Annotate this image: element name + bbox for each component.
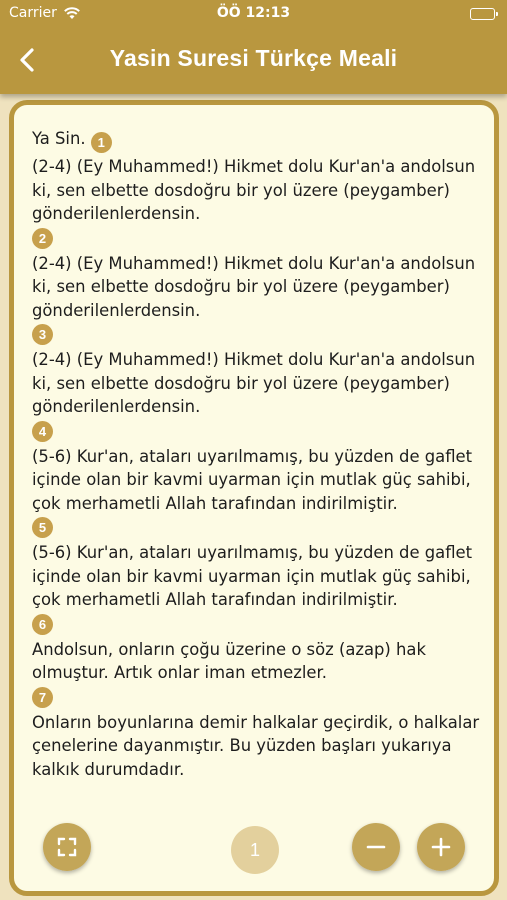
verse-item <box>32 348 480 442</box>
verse-number-badge: 7 <box>32 687 53 708</box>
fullscreen-icon <box>43 823 91 871</box>
navigation-bar <box>0 36 507 84</box>
verse-item <box>32 155 480 249</box>
reading-card[interactable] <box>9 100 499 896</box>
verse-number-badge: 3 <box>32 324 53 345</box>
status-bar <box>0 0 507 28</box>
verse-number-badge: 4 <box>32 421 53 442</box>
verse-text: (2-4) (Ey Muhammed!) Hikmet dolu Kur'an'a andolsun ki, sen elbette dosdoğru bir yol üzere (peygamber) gönderilenlerdensin. <box>32 157 476 223</box>
verse-number-badge: 6 <box>32 614 53 635</box>
verse-item <box>32 127 480 153</box>
plus-icon <box>417 823 465 871</box>
verse-item <box>32 252 480 346</box>
minus-icon <box>352 823 400 871</box>
verse-number-badge: 1 <box>91 132 112 153</box>
page-number: 1 <box>249 840 260 860</box>
verse-text: (2-4) (Ey Muhammed!) Hikmet dolu Kur'an'a andolsun ki, sen elbette dosdoğru bir yol üzere (peygamber) gönderilenlerdensin. <box>32 253 476 320</box>
verse-number-badge: 5 <box>32 517 53 538</box>
verse-text: Andolsun, onların çoğu üzerine o söz (azap) hak olmuştur. Artık onlar iman etmezler. <box>32 639 426 682</box>
verse-item <box>32 638 480 708</box>
verse-number-badge: 2 <box>32 228 53 249</box>
page-title: Yasin Suresi Türkçe Meali <box>109 45 398 71</box>
verse-text: (5-6) Kur'an, ataları uyarılmamış, bu yüzden de gaflet içinde olan bir kavmi uyarman için mutlak güç sahibi, çok merhametli Allah tarafından indirilmiştir. <box>32 543 473 609</box>
verse-list <box>32 127 480 783</box>
zoom-in-button[interactable] <box>417 823 465 871</box>
page-number-button[interactable] <box>231 826 279 874</box>
carrier-label: Carrier <box>9 5 57 21</box>
verse-text: (5-6) Kur'an, ataları uyarılmamış, bu yüzden de gaflet içinde olan bir kavmi uyarman için mutlak güç sahibi, çok merhametli Allah tarafından indirilmiştir. <box>32 446 473 513</box>
top-bar <box>0 0 507 94</box>
verse-item <box>32 541 480 635</box>
status-time: ÖÖ 12:13 <box>216 5 291 21</box>
verse-text: (2-4) (Ey Muhammed!) Hikmet dolu Kur'an'a andolsun ki, sen elbette dosdoğru bir yol üzere (peygamber) gönderilenlerdensin. <box>32 350 476 416</box>
zoom-out-button[interactable] <box>352 823 400 871</box>
verse-text: Onların boyunlarına demir halkalar geçirdik, o halkalar çenelerine dayanmıştır. Bu yüzden başları yukarıya kalkık durumdadır. <box>32 712 480 779</box>
fullscreen-button[interactable] <box>43 823 91 871</box>
verse-item <box>32 445 480 539</box>
battery-icon <box>470 8 495 20</box>
verse-text: Ya Sin. <box>32 129 86 148</box>
verse-item <box>32 711 480 782</box>
